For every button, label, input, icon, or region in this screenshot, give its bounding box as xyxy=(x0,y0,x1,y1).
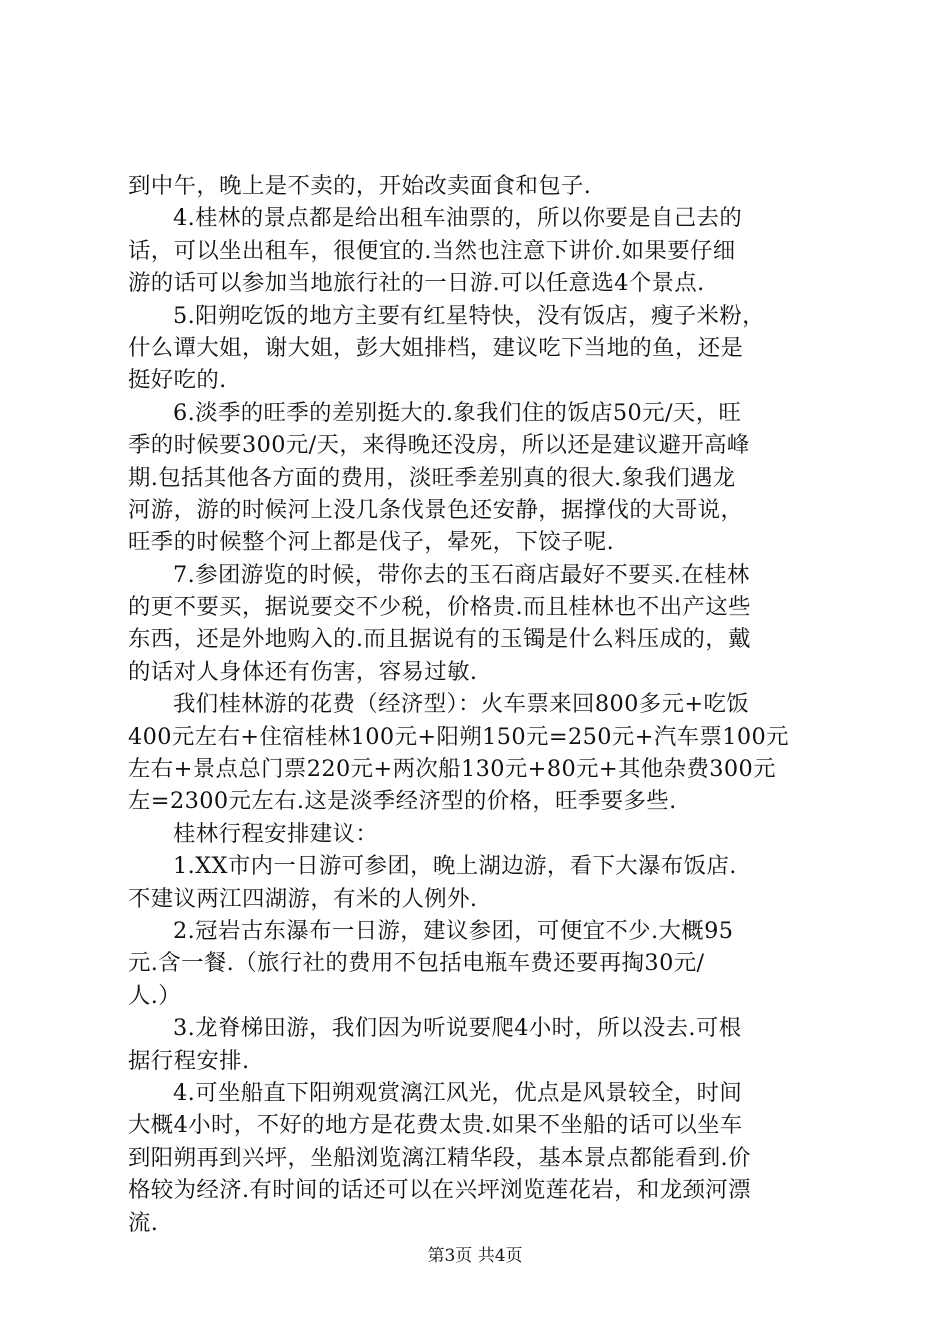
text-line: 左=2300元左右.这是淡季经济型的价格，旺季要多些. xyxy=(128,788,677,815)
text-line: 4.桂林的景点都是给出租车油票的，所以你要是自己去的 xyxy=(173,205,743,232)
text-line: 格较为经济.有时间的话还可以在兴坪浏览莲花岩，和龙颈河漂 xyxy=(128,1177,751,1204)
text-line: 期.包括其他各方面的费用，淡旺季差别真的很大.象我们遇龙 xyxy=(128,464,736,491)
text-line: 据行程安排. xyxy=(128,1047,250,1074)
text-line: 人.） xyxy=(128,982,182,1009)
text-line: 左右+景点总门票220元+两次船130元+80元+其他杂费300元 xyxy=(128,756,776,783)
text-line: 5.阳朔吃饭的地方主要有红星特快，没有饭店，瘦子米粉， xyxy=(173,302,765,329)
text-line: 1.XX市内一日游可参团，晚上湖边游，看下大瀑布饭店. xyxy=(173,853,737,880)
text-line: 我们桂林游的花费（经济型）：火车票来回800多元+吃饭 xyxy=(173,691,750,718)
text-line: 元.含一餐.（旅行社的费用不包括电瓶车费还要再掏30元/ xyxy=(128,950,705,977)
text-line: 3.龙脊梯田游，我们因为听说要爬4小时，所以没去.可根 xyxy=(173,1015,742,1042)
text-line: 到阳朔再到兴坪，坐船浏览漓江精华段，基本景点都能看到.价 xyxy=(128,1144,751,1171)
text-line: 季的时候要300元/天，来得晚还没房，所以还是建议避开高峰 xyxy=(128,432,750,459)
text-line: 2.冠岩古东瀑布一日游，建议参团，可便宜不少.大概95 xyxy=(173,917,734,944)
text-line: 4.可坐船直下阳朔观赏漓江风光，优点是风景较全，时间 xyxy=(173,1079,743,1106)
text-line: 旺季的时候整个河上都是伐子，晕死，下饺子呢. xyxy=(128,529,615,556)
text-line: 话，可以坐出租车，很便宜的.当然也注意下讲价.如果要仔细 xyxy=(128,237,736,264)
text-line: 河游，游的时候河上没几条伐景色还安静，据撑伐的大哥说， xyxy=(128,496,744,523)
text-line: 什么谭大姐，谢大姐，彭大姐排档，建议吃下当地的鱼，还是 xyxy=(128,334,744,361)
text-line: 桂林行程安排建议： xyxy=(173,820,379,847)
text-line: 挺好吃的. xyxy=(128,367,227,394)
text-line: 流. xyxy=(128,1209,159,1236)
text-line: 7.参团游览的时候，带你去的玉石商店最好不要买.在桂林 xyxy=(173,561,750,588)
text-line: 到中午，晚上是不卖的，开始改卖面食和包子. xyxy=(128,173,592,199)
text-line: 不建议两江四湖游，有米的人例外. xyxy=(128,885,478,912)
text-line: 东西，还是外地购入的.而且据说有的玉镯是什么料压成的，戴 xyxy=(128,626,751,653)
text-line: 大概4小时，不好的地方是花费太贵.如果不坐船的话可以坐车 xyxy=(128,1112,743,1139)
text-line: 的更不要买，据说要交不少税，价格贵.而且桂林也不出产这些 xyxy=(128,594,751,621)
document-body xyxy=(128,170,838,1239)
text-line: 游的话可以参加当地旅行社的一日游.可以任意选4个景点. xyxy=(128,270,705,297)
text-line: 的话对人身体还有伤害，容易过敏. xyxy=(128,658,478,685)
text-line: 400元左右+住宿桂林100元+阳朔150元=250元+汽车票100元 xyxy=(128,723,789,750)
page-footer: 第3页 共4页 xyxy=(427,1246,523,1266)
text-line: 6.淡季的旺季的差别挺大的.象我们住的饭店50元/天，旺 xyxy=(173,399,742,426)
